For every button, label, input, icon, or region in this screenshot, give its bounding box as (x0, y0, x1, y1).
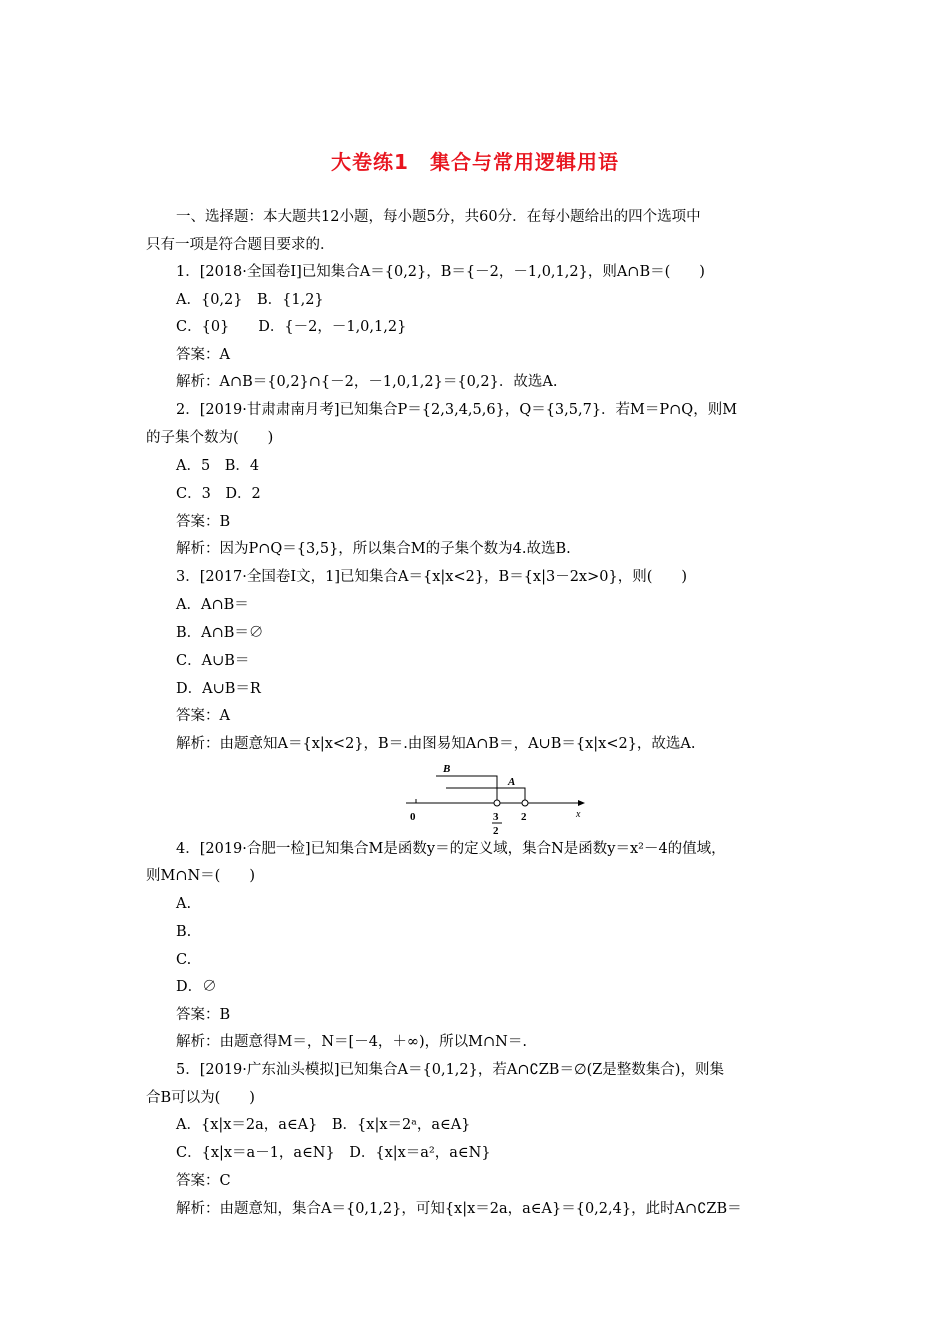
tick-label-two: 2 (521, 811, 527, 823)
text-line: A．{x|x＝2a，a∈A} B．{x|x＝2ᵃ，a∈A} (176, 1117, 471, 1133)
text-line: 2．[2019·甘肃肃南月考]已知集合P＝{2,3,4,5,6}，Q＝{3,5,7}．若M＝P∩Q，则M (176, 402, 738, 418)
text-line: 解析：由题意得M＝，N＝[－4，＋∞)，所以M∩N＝. (176, 1034, 527, 1050)
tick-label-frac-den: 2 (493, 825, 499, 837)
text-line: A. (176, 896, 192, 912)
text-line: C．A∪B＝ (176, 653, 250, 669)
text-line: D．A∪B＝R (176, 681, 261, 697)
text-line: C．{x|x＝a－1，a∈N} D．{x|x＝a²，a∈N} (176, 1145, 491, 1161)
page-title: 大卷练1 集合与常用逻辑用语 (331, 150, 619, 174)
text-line: 4．[2019·合肥一检]已知集合M是函数y＝的定义域，集合N是函数y＝x²－4的值域， (176, 841, 726, 857)
text-line: 的子集个数为( ) (146, 430, 274, 446)
text-line: 答案：B (176, 1007, 231, 1023)
text-line: 解析：由题意知A＝{x|x<2}，B＝.由图易知A∩B＝，A∪B＝{x|x<2}，故选A. (176, 736, 696, 752)
tick-label-frac-num: 3 (493, 811, 499, 823)
text-line: 只有一项是符合题目要求的． (146, 237, 335, 253)
text-line: 1．[2018·全国卷Ⅰ]已知集合A＝{0,2}，B＝{－2，－1,0,1,2}，则A∩B＝( ) (176, 264, 705, 280)
tick-label-zero: 0 (410, 811, 416, 823)
text-line: C．{0} D．{－2，－1,0,1,2} (176, 319, 407, 335)
text-line: 3．[2017·全国卷Ⅰ文，1]已知集合A＝{x|x<2}，B＝{x|3－2x>0}，则( ) (176, 569, 688, 585)
text-line: 一、选择题：本大题共12小题，每小题5分，共60分．在每小题给出的四个选项中 (176, 209, 701, 225)
text-line: A．5 B．4 (176, 458, 260, 474)
text-line: 合B可以为( ) (146, 1090, 255, 1106)
axis-variable-label: x (576, 809, 581, 820)
text-line: 解析：因为P∩Q＝{3,5}，所以集合M的子集个数为4.故选B. (176, 541, 571, 557)
text-line: C．3 D．2 (176, 486, 261, 502)
text-line: D．∅ (176, 979, 217, 995)
text-line: 则M∩N＝( ) (146, 868, 255, 884)
text-line: A．A∩B＝ (176, 597, 249, 613)
text-line: 解析：A∩B＝{0,2}∩{－2，－1,0,1,2}＝{0,2}．故选A. (176, 374, 558, 390)
text-line: 解析：由题意知，集合A＝{0,1,2}，可知{x|x＝2a，a∈A}＝{0,2,4}，此时A∩∁ZB＝ (176, 1201, 742, 1217)
text-line: 答案：B (176, 514, 231, 530)
label-set-a: A (508, 776, 516, 788)
text-line: 答案：C (176, 1173, 231, 1189)
text-line: 5．[2019·广东汕头模拟]已知集合A＝{0,1,2}，若A∩∁ZB＝∅(Z是整数集合)，则集 (176, 1062, 724, 1078)
text-line: B．A∩B＝∅ (176, 625, 264, 641)
number-line-figure (400, 758, 590, 838)
text-line: 答案：A (176, 708, 230, 724)
text-line: A．{0,2} B．{1,2} (176, 292, 324, 308)
label-set-b: B (443, 763, 451, 775)
text-line: C. (176, 952, 192, 968)
text-line: 答案：A (176, 347, 230, 363)
text-line: B. (176, 924, 192, 940)
